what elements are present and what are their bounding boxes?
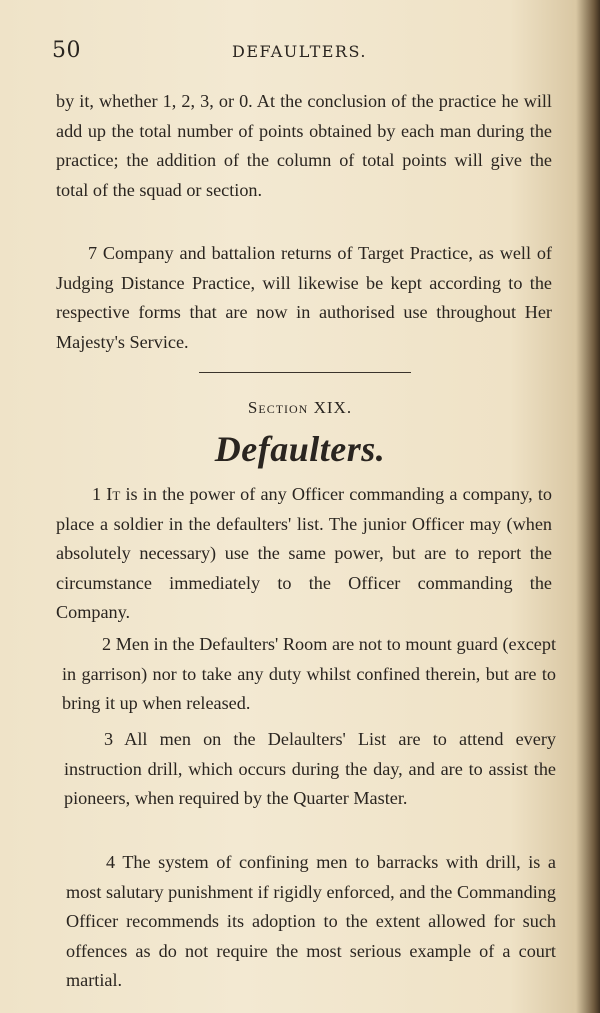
section-divider bbox=[199, 372, 411, 373]
paragraph-3: 3 All men on the Delaulters' List are to attend every instruction drill, which occurs during the day, and are to assist the pioneers, when required by the Quarter Master. bbox=[64, 729, 556, 809]
paragraph-2: 2 Men in the Defaulters' Room are not to mount guard (except in garrison) nor to take any duty whilst confined therein, but are to bring it up when released. bbox=[62, 634, 556, 714]
paragraph-1-text: is in the power of any Officer commanding a company, to place a soldier in the defaulters' list. The junior Officer may (when absolutely necessary) use the same power, but are to report the circumstance immediately to the Officer commanding the Company. bbox=[56, 484, 553, 623]
page-number: 50 bbox=[52, 38, 81, 63]
section-title: Defaulters. bbox=[214, 429, 386, 469]
paragraph-returns: 7 Company and battalion returns of Target Practice, as well of Judging Distance Practice, will likewise be kept according to the respective forms that are now in authorised use throughout Her Majesty's Service. bbox=[56, 243, 552, 352]
section-label bbox=[0, 398, 600, 418]
section-label-word: Section bbox=[247, 398, 309, 417]
page-header bbox=[52, 38, 552, 68]
paragraph-1-lead: It bbox=[106, 484, 121, 504]
paragraph-continuation: by it, whether 1, 2, 3, or 0. At the conclusion of the practice he will add up the total number of points obtained by each man during the practice; the addition of the column of total points will give the total of the squad or section. bbox=[56, 91, 552, 200]
section-label-number: XIX. bbox=[313, 398, 353, 417]
paragraph-4: 4 The system of confining men to barracks with drill, is a most salutary punishment if rigidly enforced, and the Commanding Officer recommends its adoption to the extent allowed for such offences as do not require the most serious example of a court martial. bbox=[66, 852, 556, 991]
paragraph-1-number: 1 bbox=[92, 484, 102, 504]
paragraph-1 bbox=[56, 480, 552, 628]
running-head: DEFAULTERS. bbox=[232, 42, 367, 61]
